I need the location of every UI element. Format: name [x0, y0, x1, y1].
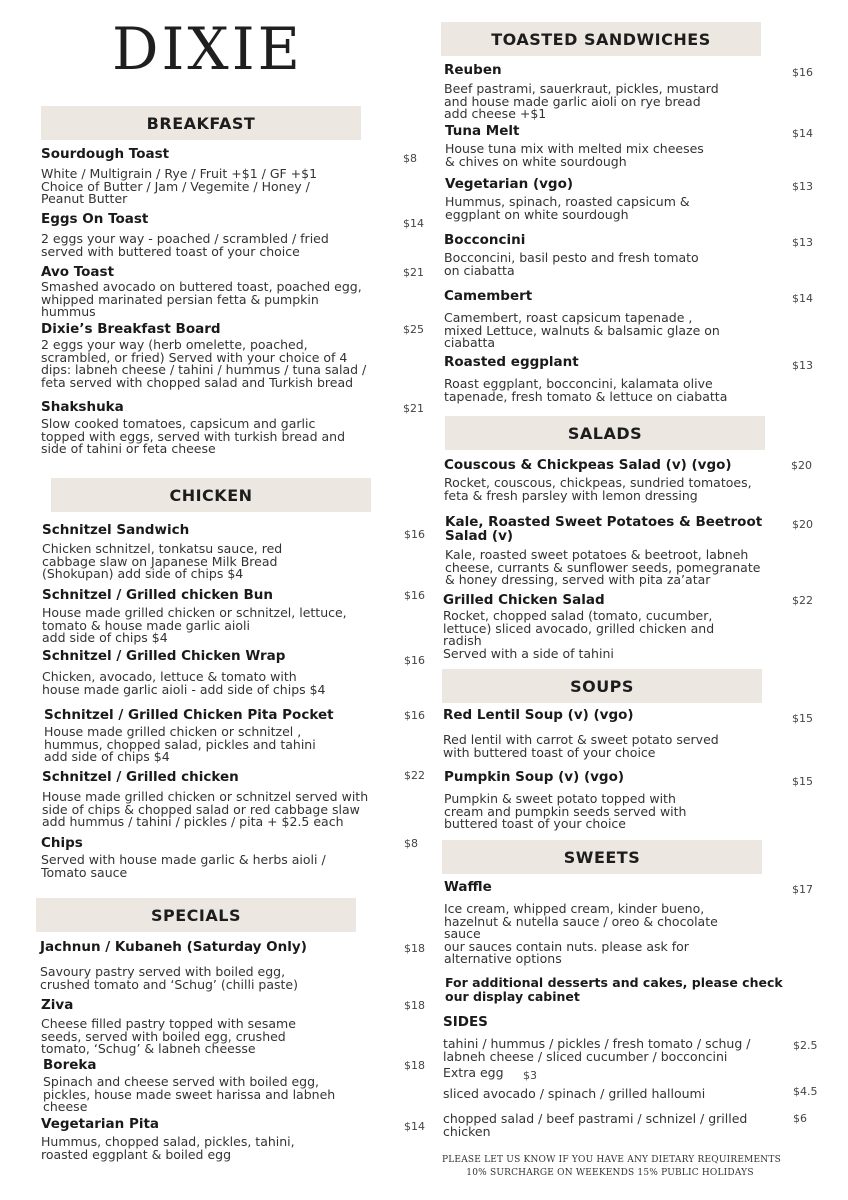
side-line: tahini / hummus / pickles / fresh tomato / schug / labneh cheese / sliced cucumber / bocconcini [443, 1036, 751, 1064]
side-line: sliced avocado / spinach / grilled halloumi [443, 1086, 706, 1101]
side-line: chopped salad / beef pastrami / schnizel / grilled chicken [443, 1111, 748, 1139]
specials-header: SPECIALS [36, 898, 356, 932]
soups-header: SOUPS [442, 669, 762, 703]
item-description: 2 eggs your way (herb omelette, poached, scrambled, or fried) Served with your choice of 4 dips: labneh cheese / tahini / hummus / tuna salad / feta served with chopped salad and Turkish bread [41, 337, 367, 390]
salads-header: SALADS [445, 416, 765, 450]
side-price: $3 [523, 1069, 537, 1082]
item-name: Red Lentil Soup (v) (vgo) [443, 707, 634, 723]
surcharge-notice: 10% SURCHARGE ON WEEKENDS 15% PUBLIC HOLIDAYS [466, 1168, 754, 1178]
item-description: Savoury pastry served with boiled egg, crushed tomato and ‘Schug’ (chilli paste) [40, 964, 298, 992]
item-description: 2 eggs your way - poached / scrambled / fried served with buttered toast of your choice [41, 231, 329, 259]
item-name: Schnitzel / Grilled chicken [42, 769, 239, 785]
item-description: Spinach and cheese served with boiled egg, pickles, house made sweet harissa and labneh cheese [43, 1074, 336, 1114]
item-name: Chips [41, 835, 83, 851]
breakfast-header: BREAKFAST [41, 106, 361, 140]
item-name: Tuna Melt [445, 123, 520, 139]
item-description: Hummus, spinach, roasted capsicum & eggplant on white sourdough [445, 194, 690, 222]
item-price: $16 [404, 709, 425, 722]
item-name: Dixie’s Breakfast Board [41, 321, 221, 337]
item-price: $18 [404, 999, 425, 1012]
item-price: $21 [403, 402, 424, 415]
item-name: Grilled Chicken Salad [443, 592, 605, 608]
item-name: Ziva [41, 997, 74, 1013]
item-price: $13 [792, 359, 813, 372]
item-name: Schnitzel / Grilled Chicken Pita Pocket [44, 707, 334, 723]
item-description: Slow cooked tomatoes, capsicum and garlic topped with eggs, served with turkish bread and side of tahini or feta cheese [41, 416, 346, 456]
item-description: Hummus, chopped salad, pickles, tahini, roasted eggplant & boiled egg [41, 1134, 295, 1162]
item-name: Couscous & Chickpeas Salad (v) (vgo) [444, 457, 732, 473]
desserts-note: For additional desserts and cakes, please check our display cabinet [445, 975, 783, 1004]
item-description: Served with house made garlic & herbs aioli / Tomato sauce [41, 852, 326, 880]
sweets-header: SWEETS [442, 840, 762, 874]
item-description: Roast eggplant, bocconcini, kalamata olive tapenade, fresh tomato & lettuce on ciabatta [444, 376, 728, 404]
item-price: $14 [404, 1120, 425, 1133]
item-price: $16 [404, 654, 425, 667]
item-description: House made grilled chicken or schnitzel, lettuce, tomato & house made garlic aioli add side of chips $4 [42, 605, 347, 645]
item-price: $22 [792, 594, 813, 607]
item-description: Beef pastrami, sauerkraut, pickles, mustard and house made garlic aioli on rye bread add cheese +$1 [444, 81, 719, 121]
side-price: $4.5 [793, 1085, 818, 1098]
item-price: $16 [404, 528, 425, 541]
item-description: Ice cream, whipped cream, kinder bueno, hazelnut & nutella sauce / oreo & chocolate sauce our sauces contain nuts. please ask for alternative options [444, 901, 718, 966]
item-name: Shakshuka [41, 399, 124, 415]
item-description: Red lentil with carrot & sweet potato served with buttered toast of your choice [443, 732, 719, 760]
item-description: House tuna mix with melted mix cheeses & chives on white sourdough [445, 141, 704, 169]
item-name: Bocconcini [444, 232, 526, 248]
item-name: Roasted eggplant [444, 354, 579, 370]
item-price: $13 [792, 236, 813, 249]
item-price: $20 [792, 518, 813, 531]
item-price: $13 [792, 180, 813, 193]
item-description: White / Multigrain / Rye / Fruit +$1 / GF +$1 Choice of Butter / Jam / Vegemite / Honey / Peanut Butter [41, 166, 318, 206]
toasted-sandwiches-header: TOASTED SANDWICHES [441, 22, 761, 56]
item-name: Sourdough Toast [41, 146, 170, 162]
item-description: Chicken schnitzel, tonkatsu sauce, red cabbage slaw on Japanese Milk Bread (Shokupan) add side of chips $4 [42, 541, 283, 581]
item-description: Camembert, roast capsicum tapenade , mixed Lettuce, walnuts & balsamic glaze on ciabatta [444, 310, 720, 350]
chicken-header: CHICKEN [51, 478, 371, 512]
item-price: $18 [404, 1059, 425, 1072]
item-name: Kale, Roasted Sweet Potatoes & Beetroot Salad (v) [445, 514, 763, 544]
item-description: Pumpkin & sweet potato topped with cream and pumpkin seeds served with buttered toast of your choice [444, 791, 687, 831]
item-price: $15 [792, 775, 813, 788]
item-description: Bocconcini, basil pesto and fresh tomato on ciabatta [444, 250, 699, 278]
item-description: Chicken, avocado, lettuce & tomato with house made garlic aioli - add side of chips $4 [42, 669, 326, 697]
item-price: $15 [792, 712, 813, 725]
item-name: Boreka [43, 1057, 97, 1073]
restaurant-logo: DIXIE [112, 15, 303, 83]
item-description: Kale, roasted sweet potatoes & beetroot, labneh cheese, currants & sunflower seeds, pomegranate & honey dressing, served with pita za’atar [445, 547, 761, 587]
side-price: $2.5 [793, 1039, 818, 1052]
item-name: Reuben [444, 62, 502, 78]
item-description: Cheese filled pastry topped with sesame seeds, served with boiled egg, crushed tomato, ‘Schug’ & labneh cheesse [41, 1016, 296, 1056]
item-price: $16 [404, 589, 425, 602]
item-description: Rocket, couscous, chickpeas, sundried tomatoes, feta & fresh parsley with lemon dressing [444, 475, 752, 503]
item-price: $22 [404, 769, 425, 782]
item-name: Camembert [444, 288, 533, 304]
item-price: $16 [792, 66, 813, 79]
item-name: Schnitzel / Grilled chicken Bun [42, 587, 273, 603]
sides-title: SIDES [443, 1014, 488, 1030]
item-price: $14 [792, 127, 813, 140]
item-price: $17 [792, 883, 813, 896]
item-description: Smashed avocado on buttered toast, poached egg, whipped marinated persian fetta & pumpkin hummus [41, 279, 362, 319]
side-price: $6 [793, 1112, 807, 1125]
item-name: Jachnun / Kubaneh (Saturday Only) [40, 939, 307, 955]
item-price: $14 [792, 292, 813, 305]
item-name: Avo Toast [41, 264, 115, 280]
item-description: Rocket, chopped salad (tomato, cucumber, lettuce) sliced avocado, grilled chicken and radish Served with a side of tahini [443, 608, 715, 661]
item-name: Vegetarian (vgo) [445, 176, 574, 192]
item-description: House made grilled chicken or schnitzel , hummus, chopped salad, pickles and tahini add side of chips $4 [44, 724, 316, 764]
item-price: $21 [403, 266, 424, 279]
dietary-notice: PLEASE LET US KNOW IF YOU HAVE ANY DIETARY REQUIREMENTS [442, 1155, 781, 1165]
item-price: $18 [404, 942, 425, 955]
item-name: Waffle [444, 879, 492, 895]
item-price: $20 [791, 459, 812, 472]
item-name: Pumpkin Soup (v) (vgo) [444, 769, 625, 785]
item-name: Schnitzel / Grilled Chicken Wrap [42, 648, 286, 664]
side-line: Extra egg [443, 1065, 504, 1080]
item-name: Schnitzel Sandwich [42, 522, 190, 538]
item-name: Eggs On Toast [41, 211, 149, 227]
item-price: $14 [403, 217, 424, 230]
item-price: $25 [403, 323, 424, 336]
item-name: Vegetarian Pita [41, 1116, 160, 1132]
item-price: $8 [403, 152, 417, 165]
item-description: House made grilled chicken or schnitzel served with side of chips & chopped salad or red cabbage slaw add hummus / tahini / pickles / pita + $2.5 each [42, 789, 369, 829]
item-price: $8 [404, 837, 418, 850]
